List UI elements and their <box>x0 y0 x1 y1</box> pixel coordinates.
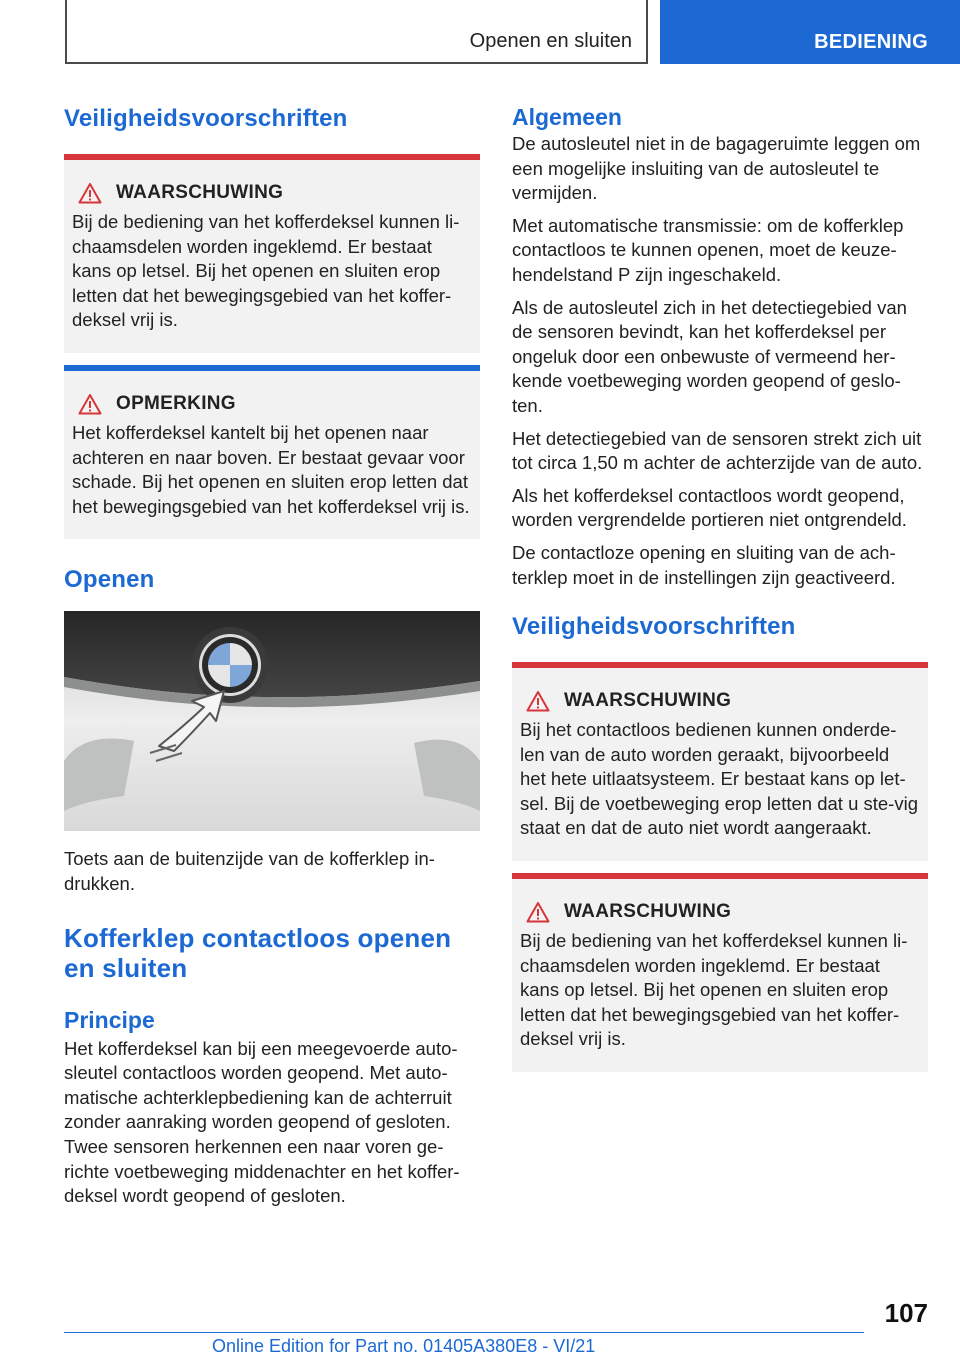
warning-triangle-icon <box>526 690 550 712</box>
note-box <box>64 365 480 539</box>
paragraph: Als het kofferdeksel contactloos wordt geopend, worden vergrendelde portieren niet ontgrendeld. <box>512 484 907 531</box>
trunk-image <box>64 611 480 831</box>
header-section-tab <box>65 0 648 64</box>
figure-caption: Toets aan de buitenzijde van de kofferklep in-drukken. <box>64 848 435 894</box>
heading-algemeen: Algemeen <box>512 104 622 130</box>
warning-box <box>512 662 928 861</box>
footer-divider <box>64 1332 864 1333</box>
paragraph: De contactloze opening en sluiting van de ach-terklep moet in de instellingen zijn geactiveerd. <box>512 541 896 588</box>
warning-text: Bij het contactloos bedienen kunnen onderde-len van de auto worden geraakt, bijvoorbeeld het hete uitlaatsysteem. Er bestaat kans op let-sel. Bij de voetbeweging erop letten dat u ste-vig staat en dat de auto niet wordt aangeraakt. <box>520 719 918 839</box>
right-column <box>512 100 928 1072</box>
trunk-button-illustration <box>64 611 480 831</box>
warning-title: WAARSCHUWING <box>564 901 732 923</box>
heading-safety: Veiligheidsvoorschriften <box>64 105 348 132</box>
note-text: Het kofferdeksel kantelt bij het openen naar achteren en naar boven. Er bestaat gevaar voor schade. Bij het openen en sluiten erop letten dat het bewegingsgebied van het kofferdeksel vrij is. <box>72 421 470 517</box>
page-number: 107 <box>884 1298 928 1328</box>
section-title: Openen en sluiten <box>469 30 632 52</box>
warning-triangle-icon <box>78 393 102 415</box>
footer-edition: Online Edition for Part no. 01405A380E8 - VI/21 <box>212 1336 596 1356</box>
paragraph: Als de autosleutel zich in het detectiegebied van de sensoren bevindt, kan het kofferdeksel per ongeluk door een onbewuste of vermeend her-kende voetbeweging worden geopend of geslo-ten. <box>512 296 907 416</box>
warning-text: Bij de bediening van het kofferdeksel kunnen li-chaamsdelen worden ingeklemd. Er bestaat kans op letsel. Bij het openen en sluiten erop letten dat het bewegingsgebied van het koffer-deksel vrij is. <box>520 930 908 1050</box>
heading-safety-2: Veiligheidsvoorschriften <box>512 613 796 641</box>
paragraph: Met automatische transmissie: om de kofferklep contactloos te kunnen openen, moet de keuze-hendelstand P zijn ingeschakeld. <box>512 214 904 285</box>
warning-box <box>64 154 480 353</box>
warning-triangle-icon <box>526 901 550 923</box>
heading-contactless: Kofferklep contactloos openen en sluiten <box>64 922 452 983</box>
subheading-principe: Principe <box>64 1006 155 1033</box>
heading-openen: Openen <box>64 566 155 594</box>
warning-box <box>512 873 928 1072</box>
note-title: OPMERKING <box>116 392 236 414</box>
chapter-title: BEDIENING <box>814 31 928 53</box>
left-column <box>64 100 480 1209</box>
warning-title: WAARSCHUWING <box>564 690 732 712</box>
warning-title: WAARSCHUWING <box>116 182 284 203</box>
header-chapter-tab <box>660 0 960 64</box>
warning-triangle-icon <box>78 182 102 204</box>
principle-text: Het kofferdeksel kan bij een meegevoerde auto-sleutel contactloos worden geopend. Met auto-matische achterklepbediening kan de achterruit zonder aanraking worden geopend of gesloten. Twee sensoren herkennen een naar voren ge-richte voetbeweging middenachter en het koffer-deksel wordt geopend of gesloten. <box>64 1037 460 1207</box>
paragraph: De autosleutel niet in de bagageruimte leggen om een mogelijke insluiting van de autosleutel te vermijden. <box>512 133 921 204</box>
paragraph: Het detectiegebied van de sensoren strekt zich uit tot circa 1,50 m achter de achterzijde van de auto. <box>512 427 923 474</box>
warning-text: Bij de bediening van het kofferdeksel kunnen li-chaamsdelen worden ingeklemd. Er bestaat kans op letsel. Bij het openen en sluiten erop letten dat het bewegingsgebied van het koffer-deksel vrij is. <box>72 211 460 331</box>
